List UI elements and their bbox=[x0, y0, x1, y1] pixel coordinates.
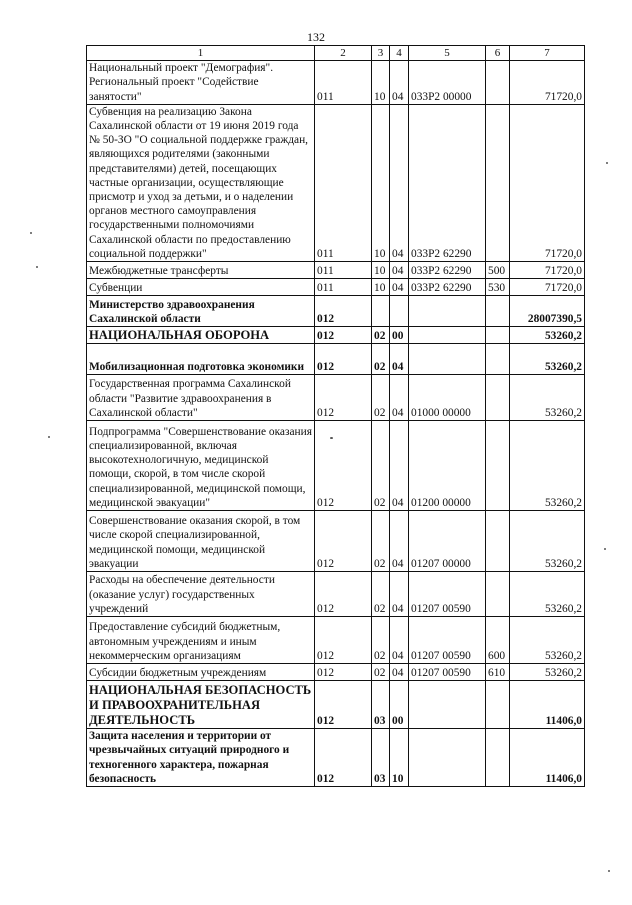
table-row bbox=[87, 617, 585, 664]
expense-type bbox=[486, 729, 510, 787]
subsection-code bbox=[390, 296, 409, 327]
target-code: 01200 00000 bbox=[409, 421, 486, 511]
section-code: 02 bbox=[372, 421, 390, 511]
budget-code: 012 bbox=[315, 664, 372, 681]
amount: 53260,2 bbox=[510, 617, 585, 664]
row-name: НАЦИОНАЛЬНАЯ ОБОРОНА bbox=[87, 327, 315, 344]
scan-speck bbox=[30, 232, 32, 234]
budget-code: 012 bbox=[315, 327, 372, 344]
budget-code: 012 bbox=[315, 375, 372, 421]
amount: 71720,0 bbox=[510, 262, 585, 279]
row-name: Совершенствование оказания скорой, в том числе скорой специализированной, медицинской помощи, медицинской эвакуации bbox=[87, 511, 315, 572]
table-row bbox=[87, 279, 585, 296]
table-row bbox=[87, 262, 585, 279]
expense-type bbox=[486, 421, 510, 511]
amount: 53260,2 bbox=[510, 375, 585, 421]
column-header: 5 bbox=[409, 46, 486, 61]
column-header: 1 bbox=[87, 46, 315, 61]
expense-type bbox=[486, 327, 510, 344]
section-code: 03 bbox=[372, 681, 390, 729]
table-row bbox=[87, 344, 585, 375]
row-name: Защита населения и территории от чрезвычайных ситуаций природного и техногенного характера, пожарная безопасность bbox=[87, 729, 315, 787]
budget-table bbox=[86, 45, 585, 787]
table-row bbox=[87, 61, 585, 105]
section-code: 02 bbox=[372, 327, 390, 344]
target-code: 033P2 62290 bbox=[409, 262, 486, 279]
section-code bbox=[372, 296, 390, 327]
amount: 53260,2 bbox=[510, 664, 585, 681]
section-code: 03 bbox=[372, 729, 390, 787]
section-code: 10 bbox=[372, 279, 390, 296]
budget-code: 011 bbox=[315, 61, 372, 105]
section-code: 02 bbox=[372, 344, 390, 375]
section-code: 02 bbox=[372, 664, 390, 681]
budget-code: 012 bbox=[315, 421, 372, 511]
expense-type: 530 bbox=[486, 279, 510, 296]
row-name: Мобилизационная подготовка экономики bbox=[87, 344, 315, 375]
target-code: 033P2 62290 bbox=[409, 104, 486, 261]
subsection-code: 04 bbox=[390, 511, 409, 572]
target-code: 01207 00590 bbox=[409, 617, 486, 664]
section-code: 10 bbox=[372, 262, 390, 279]
scan-speck bbox=[48, 436, 50, 438]
table-row bbox=[87, 572, 585, 617]
target-code: 033P2 62290 bbox=[409, 279, 486, 296]
amount: 53260,2 bbox=[510, 511, 585, 572]
row-name: Подпрограмма "Совершенствование оказания специализированной, включая высокотехнологичную, медицинской помощи, скорой, в том числе скорой специализированной, медицинской помощи, медицинской эвакуации" bbox=[87, 421, 315, 511]
subsection-code: 04 bbox=[390, 61, 409, 105]
subsection-code: 04 bbox=[390, 104, 409, 261]
amount: 11406,0 bbox=[510, 681, 585, 729]
target-code: 01000 00000 bbox=[409, 375, 486, 421]
column-header: 6 bbox=[486, 46, 510, 61]
expense-type: 610 bbox=[486, 664, 510, 681]
table-row bbox=[87, 681, 585, 729]
table-row bbox=[87, 729, 585, 787]
budget-code: 011 bbox=[315, 104, 372, 261]
scan-speck bbox=[604, 548, 606, 550]
amount: 53260,2 bbox=[510, 421, 585, 511]
section-code: 10 bbox=[372, 61, 390, 105]
target-code: 01207 00000 bbox=[409, 511, 486, 572]
expense-type bbox=[486, 104, 510, 261]
subsection-code: 04 bbox=[390, 421, 409, 511]
header-row bbox=[87, 46, 585, 61]
target-code: 01207 00590 bbox=[409, 664, 486, 681]
expense-type bbox=[486, 344, 510, 375]
row-name: Министерство здравоохранения Сахалинской области bbox=[87, 296, 315, 327]
expense-type: 500 bbox=[486, 262, 510, 279]
section-code: 02 bbox=[372, 572, 390, 617]
row-name: Субсидии бюджетным учреждениям bbox=[87, 664, 315, 681]
expense-type bbox=[486, 681, 510, 729]
amount: 71720,0 bbox=[510, 104, 585, 261]
budget-code: 012 bbox=[315, 344, 372, 375]
amount: 53260,2 bbox=[510, 327, 585, 344]
section-code: 02 bbox=[372, 511, 390, 572]
table-row bbox=[87, 511, 585, 572]
row-name: Предоставление субсидий бюджетным, автономным учреждениям и иным некоммерческим организациям bbox=[87, 617, 315, 664]
amount: 28007390,5 bbox=[510, 296, 585, 327]
scan-speck bbox=[608, 870, 610, 872]
subsection-code: 04 bbox=[390, 375, 409, 421]
subsection-code: 04 bbox=[390, 279, 409, 296]
subsection-code: 04 bbox=[390, 344, 409, 375]
row-name: Государственная программа Сахалинской области "Развитие здравоохранения в Сахалинской области" bbox=[87, 375, 315, 421]
column-header: 4 bbox=[390, 46, 409, 61]
expense-type bbox=[486, 375, 510, 421]
budget-code: 011 bbox=[315, 262, 372, 279]
amount: 11406,0 bbox=[510, 729, 585, 787]
row-name: НАЦИОНАЛЬНАЯ БЕЗОПАСНОСТЬ И ПРАВООХРАНИТЕЛЬНАЯ ДЕЯТЕЛЬНОСТЬ bbox=[87, 681, 315, 729]
section-code: 02 bbox=[372, 617, 390, 664]
column-header: 3 bbox=[372, 46, 390, 61]
amount: 53260,2 bbox=[510, 344, 585, 375]
subsection-code: 00 bbox=[390, 681, 409, 729]
amount: 53260,2 bbox=[510, 572, 585, 617]
subsection-code: 04 bbox=[390, 572, 409, 617]
expense-type bbox=[486, 511, 510, 572]
budget-code: 012 bbox=[315, 617, 372, 664]
subsection-code: 00 bbox=[390, 327, 409, 344]
page-number: 132 bbox=[307, 30, 325, 44]
section-code: 02 bbox=[372, 375, 390, 421]
table-row bbox=[87, 327, 585, 344]
target-code: 033P2 00000 bbox=[409, 61, 486, 105]
budget-code: 011 bbox=[315, 279, 372, 296]
row-name: Субвенции bbox=[87, 279, 315, 296]
table-row bbox=[87, 421, 585, 511]
row-name: Национальный проект "Демография". Региональный проект "Содействие занятости" bbox=[87, 61, 315, 105]
target-code bbox=[409, 344, 486, 375]
scan-speck bbox=[330, 437, 333, 439]
target-code bbox=[409, 296, 486, 327]
row-name: Расходы на обеспечение деятельности (оказание услуг) государственных учреждений bbox=[87, 572, 315, 617]
table-row bbox=[87, 664, 585, 681]
table-row bbox=[87, 375, 585, 421]
subsection-code: 04 bbox=[390, 617, 409, 664]
row-name: Межбюджетные трансферты bbox=[87, 262, 315, 279]
scan-speck bbox=[606, 162, 608, 164]
table-row bbox=[87, 104, 585, 261]
target-code bbox=[409, 327, 486, 344]
target-code bbox=[409, 681, 486, 729]
budget-code: 012 bbox=[315, 681, 372, 729]
subsection-code: 04 bbox=[390, 664, 409, 681]
budget-code: 012 bbox=[315, 729, 372, 787]
subsection-code: 04 bbox=[390, 262, 409, 279]
amount: 71720,0 bbox=[510, 61, 585, 105]
row-name: Субвенция на реализацию Закона Сахалинской области от 19 июня 2019 года № 50-ЗО "О социальной поддержке граждан, являющихся родителями (законными представителями) детей, посещающих частные организации, осуществляющие присмотр и уход за детьми, и о наделении органов местного самоуправления государственными полномочиями Сахалинской области по предоставлению социальной поддержки" bbox=[87, 104, 315, 261]
target-code bbox=[409, 729, 486, 787]
table-row bbox=[87, 296, 585, 327]
scan-speck bbox=[36, 266, 38, 268]
expense-type bbox=[486, 572, 510, 617]
budget-code: 012 bbox=[315, 511, 372, 572]
budget-code: 012 bbox=[315, 572, 372, 617]
column-header: 2 bbox=[315, 46, 372, 61]
target-code: 01207 00590 bbox=[409, 572, 486, 617]
expense-type: 600 bbox=[486, 617, 510, 664]
expense-type bbox=[486, 296, 510, 327]
section-code: 10 bbox=[372, 104, 390, 261]
column-header: 7 bbox=[510, 46, 585, 61]
expense-type bbox=[486, 61, 510, 105]
amount: 71720,0 bbox=[510, 279, 585, 296]
subsection-code: 10 bbox=[390, 729, 409, 787]
budget-code: 012 bbox=[315, 296, 372, 327]
